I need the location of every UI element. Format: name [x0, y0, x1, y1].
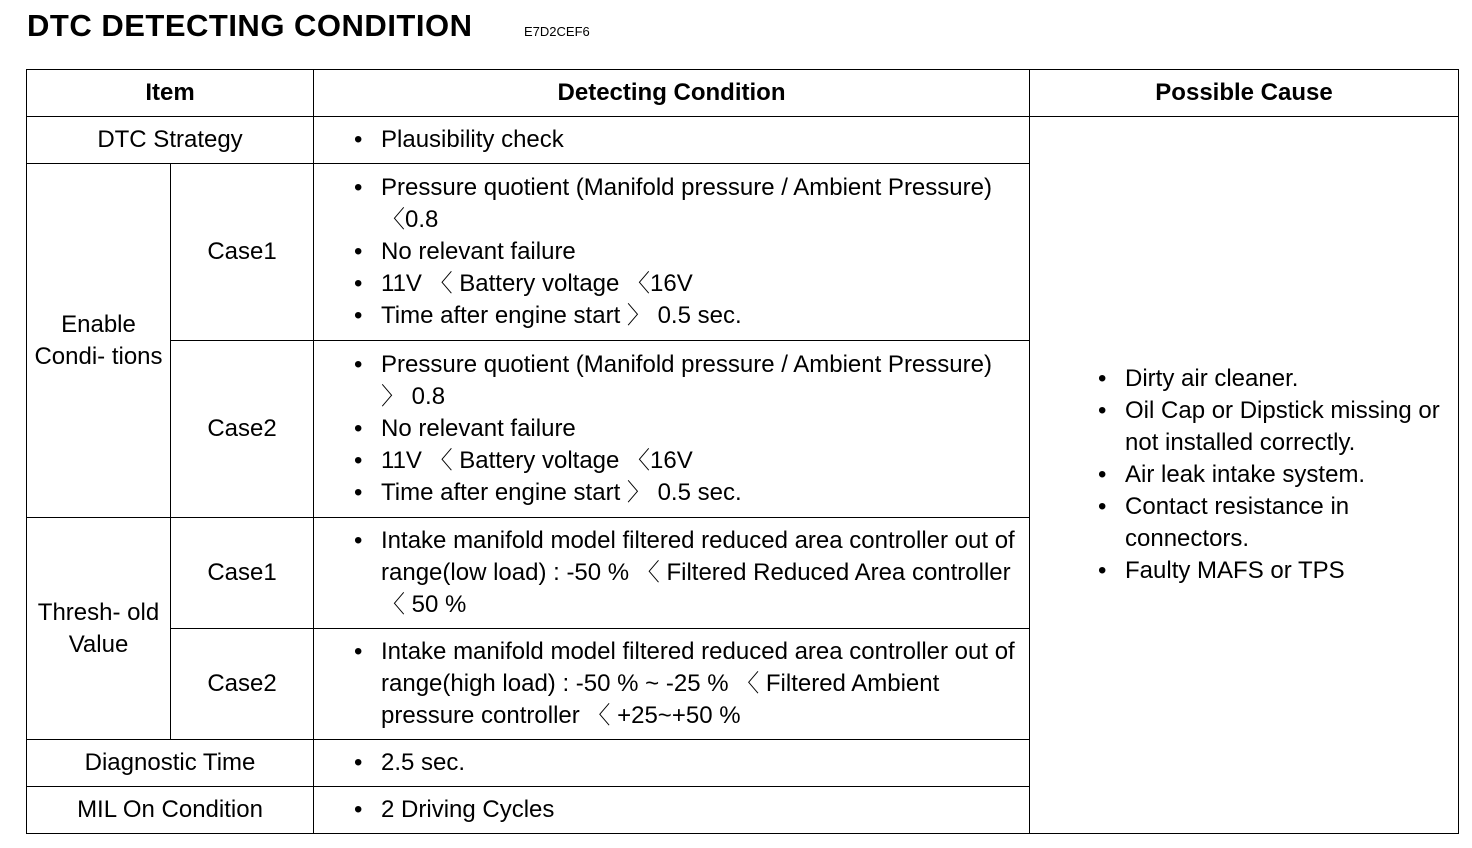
list-item: • 2.5 sec. [354, 747, 1021, 779]
condition-list [354, 794, 1021, 826]
table-row [27, 117, 1459, 164]
list-item: • Time after engine start 〉 0.5 sec. [354, 300, 1021, 332]
list-item: • Pressure quotient (Manifold pressure / Ambient Pressure) 〈0.8 [354, 172, 1021, 236]
document-code: E7D2CEF6 [524, 24, 590, 39]
list-item: • Time after engine start 〉 0.5 sec. [354, 477, 1021, 509]
condition-list [354, 747, 1021, 779]
list-item: • No relevant failure [354, 413, 1021, 445]
threshold-case1-label: Case1 [171, 518, 314, 629]
threshold-value-label: Thresh- old Value [27, 518, 171, 740]
cause-list [1098, 363, 1446, 587]
diagnostic-time-value [314, 740, 1030, 787]
dtc-condition-table [26, 69, 1459, 834]
list-item: • Plausibility check [354, 124, 1021, 156]
enable-case2-conditions [314, 341, 1030, 518]
condition-list [354, 636, 1021, 732]
table-header-row [27, 70, 1459, 117]
condition-list [354, 124, 1021, 156]
enable-case2-label: Case2 [171, 341, 314, 518]
list-item: • Intake manifold model filtered reduced area controller out of range(low load) : -50 % 〈 Filtered Reduced Area controller 〈 50 % [354, 525, 1021, 621]
possible-cause-cell [1030, 117, 1459, 834]
list-item: • Contact resistance in connectors. [1098, 491, 1446, 555]
list-item: • 2 Driving Cycles [354, 794, 1021, 826]
page-title: DTC DETECTING CONDITION [27, 8, 473, 43]
enable-conditions-label: Enable Condi- tions [27, 164, 171, 518]
threshold-case2-label: Case2 [171, 629, 314, 740]
enable-case1-conditions [314, 164, 1030, 341]
list-item: • Air leak intake system. [1098, 459, 1446, 491]
condition-list [354, 349, 1021, 509]
diagnostic-time-label: Diagnostic Time [27, 740, 314, 787]
list-item: • No relevant failure [354, 236, 1021, 268]
header-item: Item [27, 70, 314, 117]
threshold-case2-conditions [314, 629, 1030, 740]
list-item: • 11V 〈 Battery voltage 〈16V [354, 268, 1021, 300]
list-item: • Faulty MAFS or TPS [1098, 555, 1446, 587]
list-item: • Oil Cap or Dipstick missing or not installed correctly. [1098, 395, 1446, 459]
dtc-strategy-label: DTC Strategy [27, 117, 314, 164]
header-possible-cause: Possible Cause [1030, 70, 1459, 117]
condition-list [354, 525, 1021, 621]
dtc-strategy-conditions [314, 117, 1030, 164]
enable-case1-label: Case1 [171, 164, 314, 341]
list-item: • Intake manifold model filtered reduced area controller out of range(high load) : -50 % ~ -25 % 〈 Filtered Ambient pressure controller 〈 +25~+50 % [354, 636, 1021, 732]
list-item: • 11V 〈 Battery voltage 〈16V [354, 445, 1021, 477]
condition-list [354, 172, 1021, 332]
mil-on-condition-label: MIL On Condition [27, 787, 314, 834]
list-item: • Dirty air cleaner. [1098, 363, 1446, 395]
threshold-case1-conditions [314, 518, 1030, 629]
list-item: • Pressure quotient (Manifold pressure / Ambient Pressure) 〉 0.8 [354, 349, 1021, 413]
header-detecting-condition: Detecting Condition [314, 70, 1030, 117]
mil-on-condition-value [314, 787, 1030, 834]
